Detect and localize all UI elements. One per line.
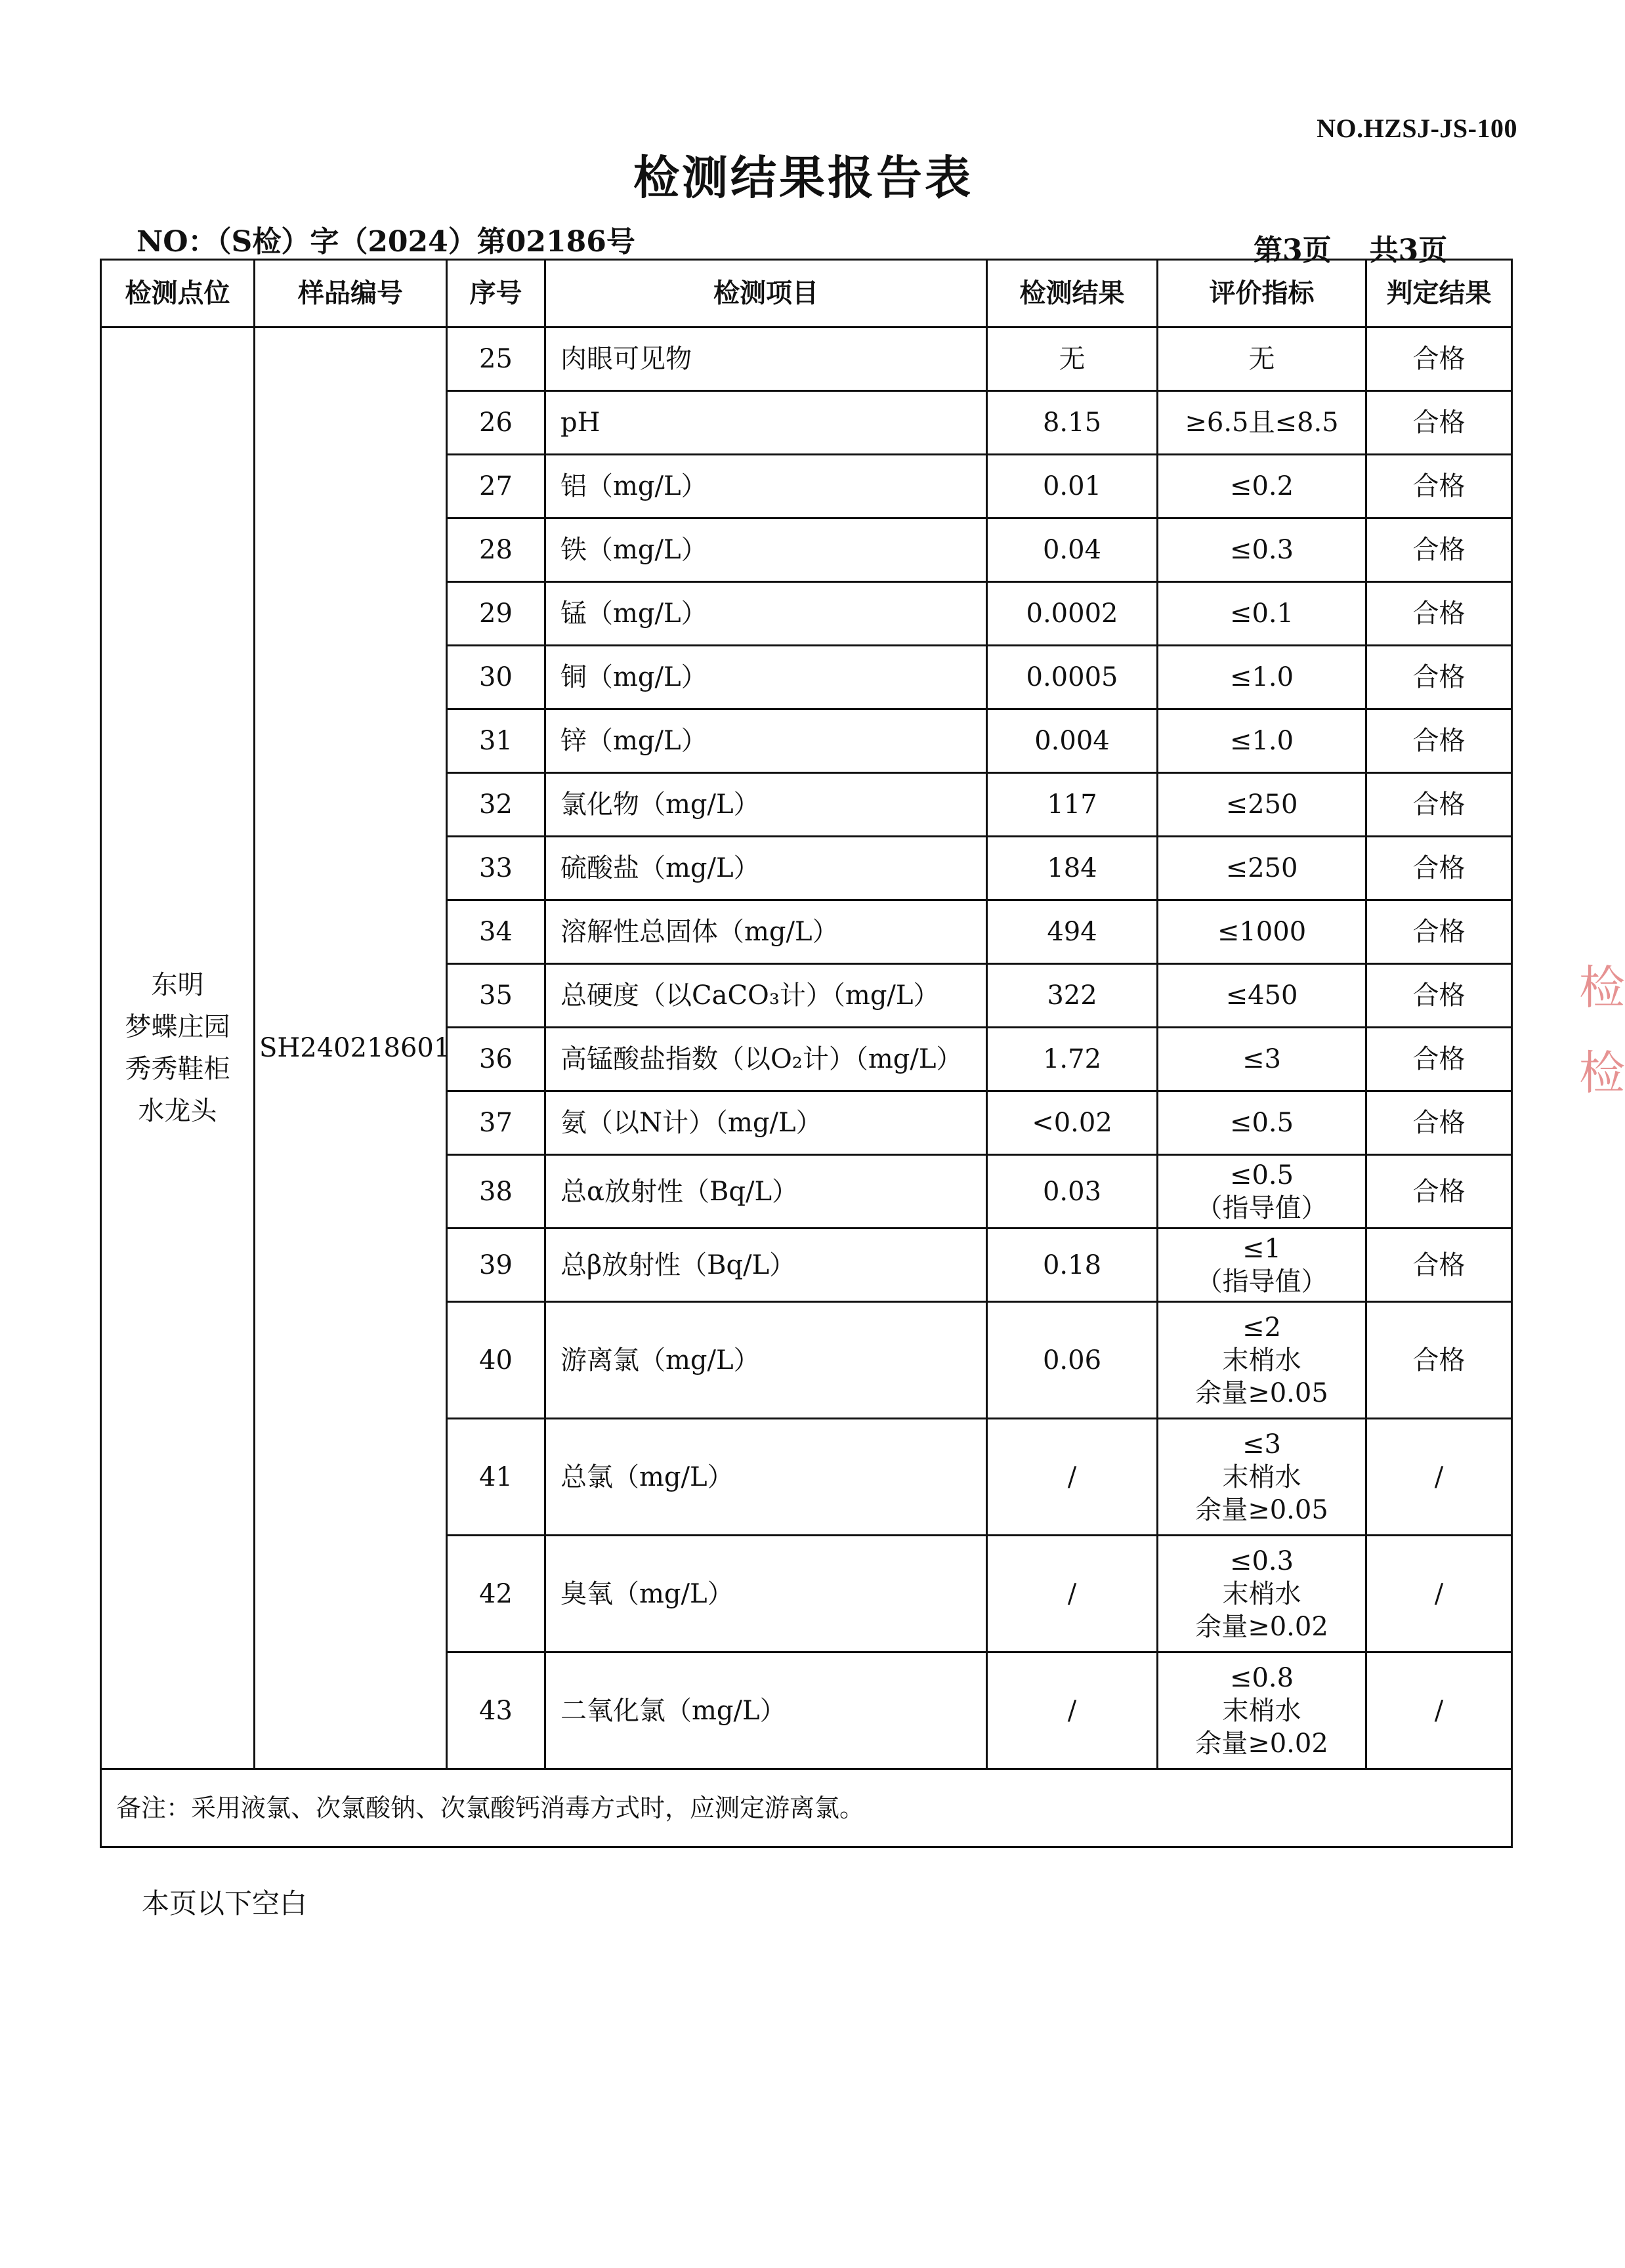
judge-cell: 合格 bbox=[1366, 518, 1512, 582]
index-cell: ≤250 bbox=[1158, 837, 1366, 900]
index-line: 余量≥0.05 bbox=[1195, 1377, 1328, 1408]
red-seal-stamp: 检 检 bbox=[1579, 961, 1625, 1100]
seq-cell: 28 bbox=[447, 518, 545, 582]
item-cell: 氯化物（mg/L） bbox=[545, 773, 987, 837]
item-cell: 氨（以N计）（mg/L） bbox=[545, 1091, 987, 1155]
item-cell: 高锰酸盐指数（以O₂计）（mg/L） bbox=[545, 1028, 987, 1091]
site-line: 梦蝶庄园 bbox=[125, 1012, 230, 1042]
seq-cell: 41 bbox=[447, 1419, 545, 1536]
header-result: 检测结果 bbox=[987, 260, 1158, 327]
index-line: 末梢水 bbox=[1222, 1345, 1301, 1376]
item-cell: 锌（mg/L） bbox=[545, 709, 987, 773]
index-cell: ≤1000 bbox=[1158, 900, 1366, 964]
index-cell bbox=[1158, 1652, 1366, 1769]
index-cell bbox=[1158, 1536, 1366, 1652]
index-line: ≤0.5 bbox=[1229, 1160, 1294, 1190]
index-line: （指导值） bbox=[1196, 1192, 1328, 1223]
seq-cell: 29 bbox=[447, 582, 545, 646]
seq-cell: 38 bbox=[447, 1155, 545, 1228]
seq-cell: 36 bbox=[447, 1028, 545, 1091]
judge-cell: 合格 bbox=[1366, 773, 1512, 837]
index-line: 末梢水 bbox=[1222, 1578, 1301, 1609]
index-cell: ≤1.0 bbox=[1158, 709, 1366, 773]
page-total: 共3页 bbox=[1369, 234, 1448, 267]
seq-cell: 43 bbox=[447, 1652, 545, 1769]
result-cell: 0.03 bbox=[987, 1155, 1158, 1228]
index-line: 末梢水 bbox=[1222, 1461, 1301, 1492]
judge-cell: 合格 bbox=[1366, 900, 1512, 964]
index-cell: ≥6.5且≤8.5 bbox=[1158, 391, 1366, 455]
sample-number-cell: SH240218601 bbox=[255, 327, 447, 1769]
index-cell bbox=[1158, 1155, 1366, 1228]
index-line: ≤3 bbox=[1242, 1429, 1281, 1460]
result-cell: <0.02 bbox=[987, 1091, 1158, 1155]
result-cell: 0.0002 bbox=[987, 582, 1158, 646]
index-cell: ≤0.3 bbox=[1158, 518, 1366, 582]
item-cell: 总氯（mg/L） bbox=[545, 1419, 987, 1536]
judge-cell: 合格 bbox=[1366, 327, 1512, 391]
index-line: （指导值） bbox=[1196, 1266, 1328, 1297]
seq-cell: 32 bbox=[447, 773, 545, 837]
index-line: ≤1 bbox=[1242, 1233, 1281, 1264]
seq-cell: 26 bbox=[447, 391, 545, 455]
judge-cell: / bbox=[1366, 1419, 1512, 1536]
index-cell: ≤0.2 bbox=[1158, 455, 1366, 518]
judge-cell: / bbox=[1366, 1536, 1512, 1652]
header-sample-no: 样品编号 bbox=[255, 260, 447, 327]
result-cell: 0.06 bbox=[987, 1302, 1158, 1419]
index-cell: ≤3 bbox=[1158, 1028, 1366, 1091]
result-cell: 0.01 bbox=[987, 455, 1158, 518]
page-title: 检测结果报告表 bbox=[633, 150, 973, 205]
index-cell: ≤0.1 bbox=[1158, 582, 1366, 646]
note-row bbox=[101, 1769, 1512, 1847]
result-cell: 322 bbox=[987, 964, 1158, 1028]
item-cell: 总硬度（以CaCO₃计）（mg/L） bbox=[545, 964, 987, 1028]
judge-cell: 合格 bbox=[1366, 837, 1512, 900]
result-cell: 0.04 bbox=[987, 518, 1158, 582]
index-cell bbox=[1158, 1228, 1366, 1302]
result-cell: 184 bbox=[987, 837, 1158, 900]
result-cell: 无 bbox=[987, 327, 1158, 391]
index-cell: ≤1.0 bbox=[1158, 646, 1366, 709]
table-body bbox=[101, 327, 1512, 1769]
judge-cell: 合格 bbox=[1366, 964, 1512, 1028]
seq-cell: 33 bbox=[447, 837, 545, 900]
item-cell: 肉眼可见物 bbox=[545, 327, 987, 391]
header-index: 评价指标 bbox=[1158, 260, 1366, 327]
judge-cell: 合格 bbox=[1366, 1091, 1512, 1155]
judge-cell: 合格 bbox=[1366, 709, 1512, 773]
page-current: 第3页 bbox=[1254, 234, 1332, 267]
seq-cell: 27 bbox=[447, 455, 545, 518]
index-line: 余量≥0.02 bbox=[1195, 1728, 1328, 1759]
item-cell: 二氧化氯（mg/L） bbox=[545, 1652, 987, 1769]
item-cell: 总α放射性（Bq/L） bbox=[545, 1155, 987, 1228]
index-line: 末梢水 bbox=[1222, 1695, 1301, 1726]
site-cell bbox=[101, 327, 255, 1769]
judge-cell: 合格 bbox=[1366, 1028, 1512, 1091]
result-cell: 1.72 bbox=[987, 1028, 1158, 1091]
report-number: NO：（S检）字（2024）第02186号 bbox=[137, 225, 635, 259]
index-line: 余量≥0.02 bbox=[1195, 1611, 1328, 1642]
item-cell: 锰（mg/L） bbox=[545, 582, 987, 646]
index-cell: 无 bbox=[1158, 327, 1366, 391]
result-cell: 0.0005 bbox=[987, 646, 1158, 709]
item-cell: 臭氧（mg/L） bbox=[545, 1536, 987, 1652]
site-line: 秀秀鞋柜 bbox=[125, 1054, 230, 1084]
note-text: 备注：采用液氯、次氯酸钠、次氯酸钙消毒方式时，应测定游离氯。 bbox=[101, 1769, 1512, 1847]
seq-cell: 34 bbox=[447, 900, 545, 964]
item-cell: 硫酸盐（mg/L） bbox=[545, 837, 987, 900]
seq-cell: 31 bbox=[447, 709, 545, 773]
index-line: ≤2 bbox=[1242, 1312, 1281, 1343]
judge-cell: 合格 bbox=[1366, 1155, 1512, 1228]
results-table bbox=[100, 259, 1513, 1848]
table-header-row bbox=[101, 260, 1512, 327]
item-cell: 铜（mg/L） bbox=[545, 646, 987, 709]
table-row bbox=[101, 327, 1512, 391]
seq-cell: 35 bbox=[447, 964, 545, 1028]
item-cell: 总β放射性（Bq/L） bbox=[545, 1228, 987, 1302]
result-cell: 117 bbox=[987, 773, 1158, 837]
index-cell: ≤250 bbox=[1158, 773, 1366, 837]
result-cell: 494 bbox=[987, 900, 1158, 964]
result-cell: 0.18 bbox=[987, 1228, 1158, 1302]
result-cell: 0.004 bbox=[987, 709, 1158, 773]
header-item: 检测项目 bbox=[545, 260, 987, 327]
result-cell: 8.15 bbox=[987, 391, 1158, 455]
judge-cell: 合格 bbox=[1366, 1302, 1512, 1419]
item-cell: 铝（mg/L） bbox=[545, 455, 987, 518]
seq-cell: 30 bbox=[447, 646, 545, 709]
index-cell: ≤0.5 bbox=[1158, 1091, 1366, 1155]
index-cell: ≤450 bbox=[1158, 964, 1366, 1028]
site-line: 东明 bbox=[151, 970, 204, 1000]
document-code: NO.HZSJ-JS-100 bbox=[1317, 114, 1517, 143]
judge-cell: 合格 bbox=[1366, 391, 1512, 455]
index-line: ≤0.8 bbox=[1229, 1662, 1294, 1693]
judge-cell: 合格 bbox=[1366, 646, 1512, 709]
item-cell: pH bbox=[545, 391, 987, 455]
judge-cell: 合格 bbox=[1366, 455, 1512, 518]
header-seq: 序号 bbox=[447, 260, 545, 327]
seq-cell: 42 bbox=[447, 1536, 545, 1652]
header-judge: 判定结果 bbox=[1366, 260, 1512, 327]
judge-cell: 合格 bbox=[1366, 582, 1512, 646]
index-line: ≤0.3 bbox=[1229, 1545, 1294, 1576]
item-cell: 铁（mg/L） bbox=[545, 518, 987, 582]
judge-cell: / bbox=[1366, 1652, 1512, 1769]
index-cell bbox=[1158, 1302, 1366, 1419]
header-site: 检测点位 bbox=[101, 260, 255, 327]
index-cell bbox=[1158, 1419, 1366, 1536]
seq-cell: 25 bbox=[447, 327, 545, 391]
result-cell: / bbox=[987, 1536, 1158, 1652]
result-cell: / bbox=[987, 1652, 1158, 1769]
blank-below-notice: 本页以下空白 bbox=[142, 1887, 308, 1920]
item-cell: 游离氯（mg/L） bbox=[545, 1302, 987, 1419]
seq-cell: 39 bbox=[447, 1228, 545, 1302]
seq-cell: 37 bbox=[447, 1091, 545, 1155]
result-cell: / bbox=[987, 1419, 1158, 1536]
seq-cell: 40 bbox=[447, 1302, 545, 1419]
index-line: 余量≥0.05 bbox=[1195, 1494, 1328, 1525]
judge-cell: 合格 bbox=[1366, 1228, 1512, 1302]
item-cell: 溶解性总固体（mg/L） bbox=[545, 900, 987, 964]
site-line: 水龙头 bbox=[138, 1096, 217, 1126]
